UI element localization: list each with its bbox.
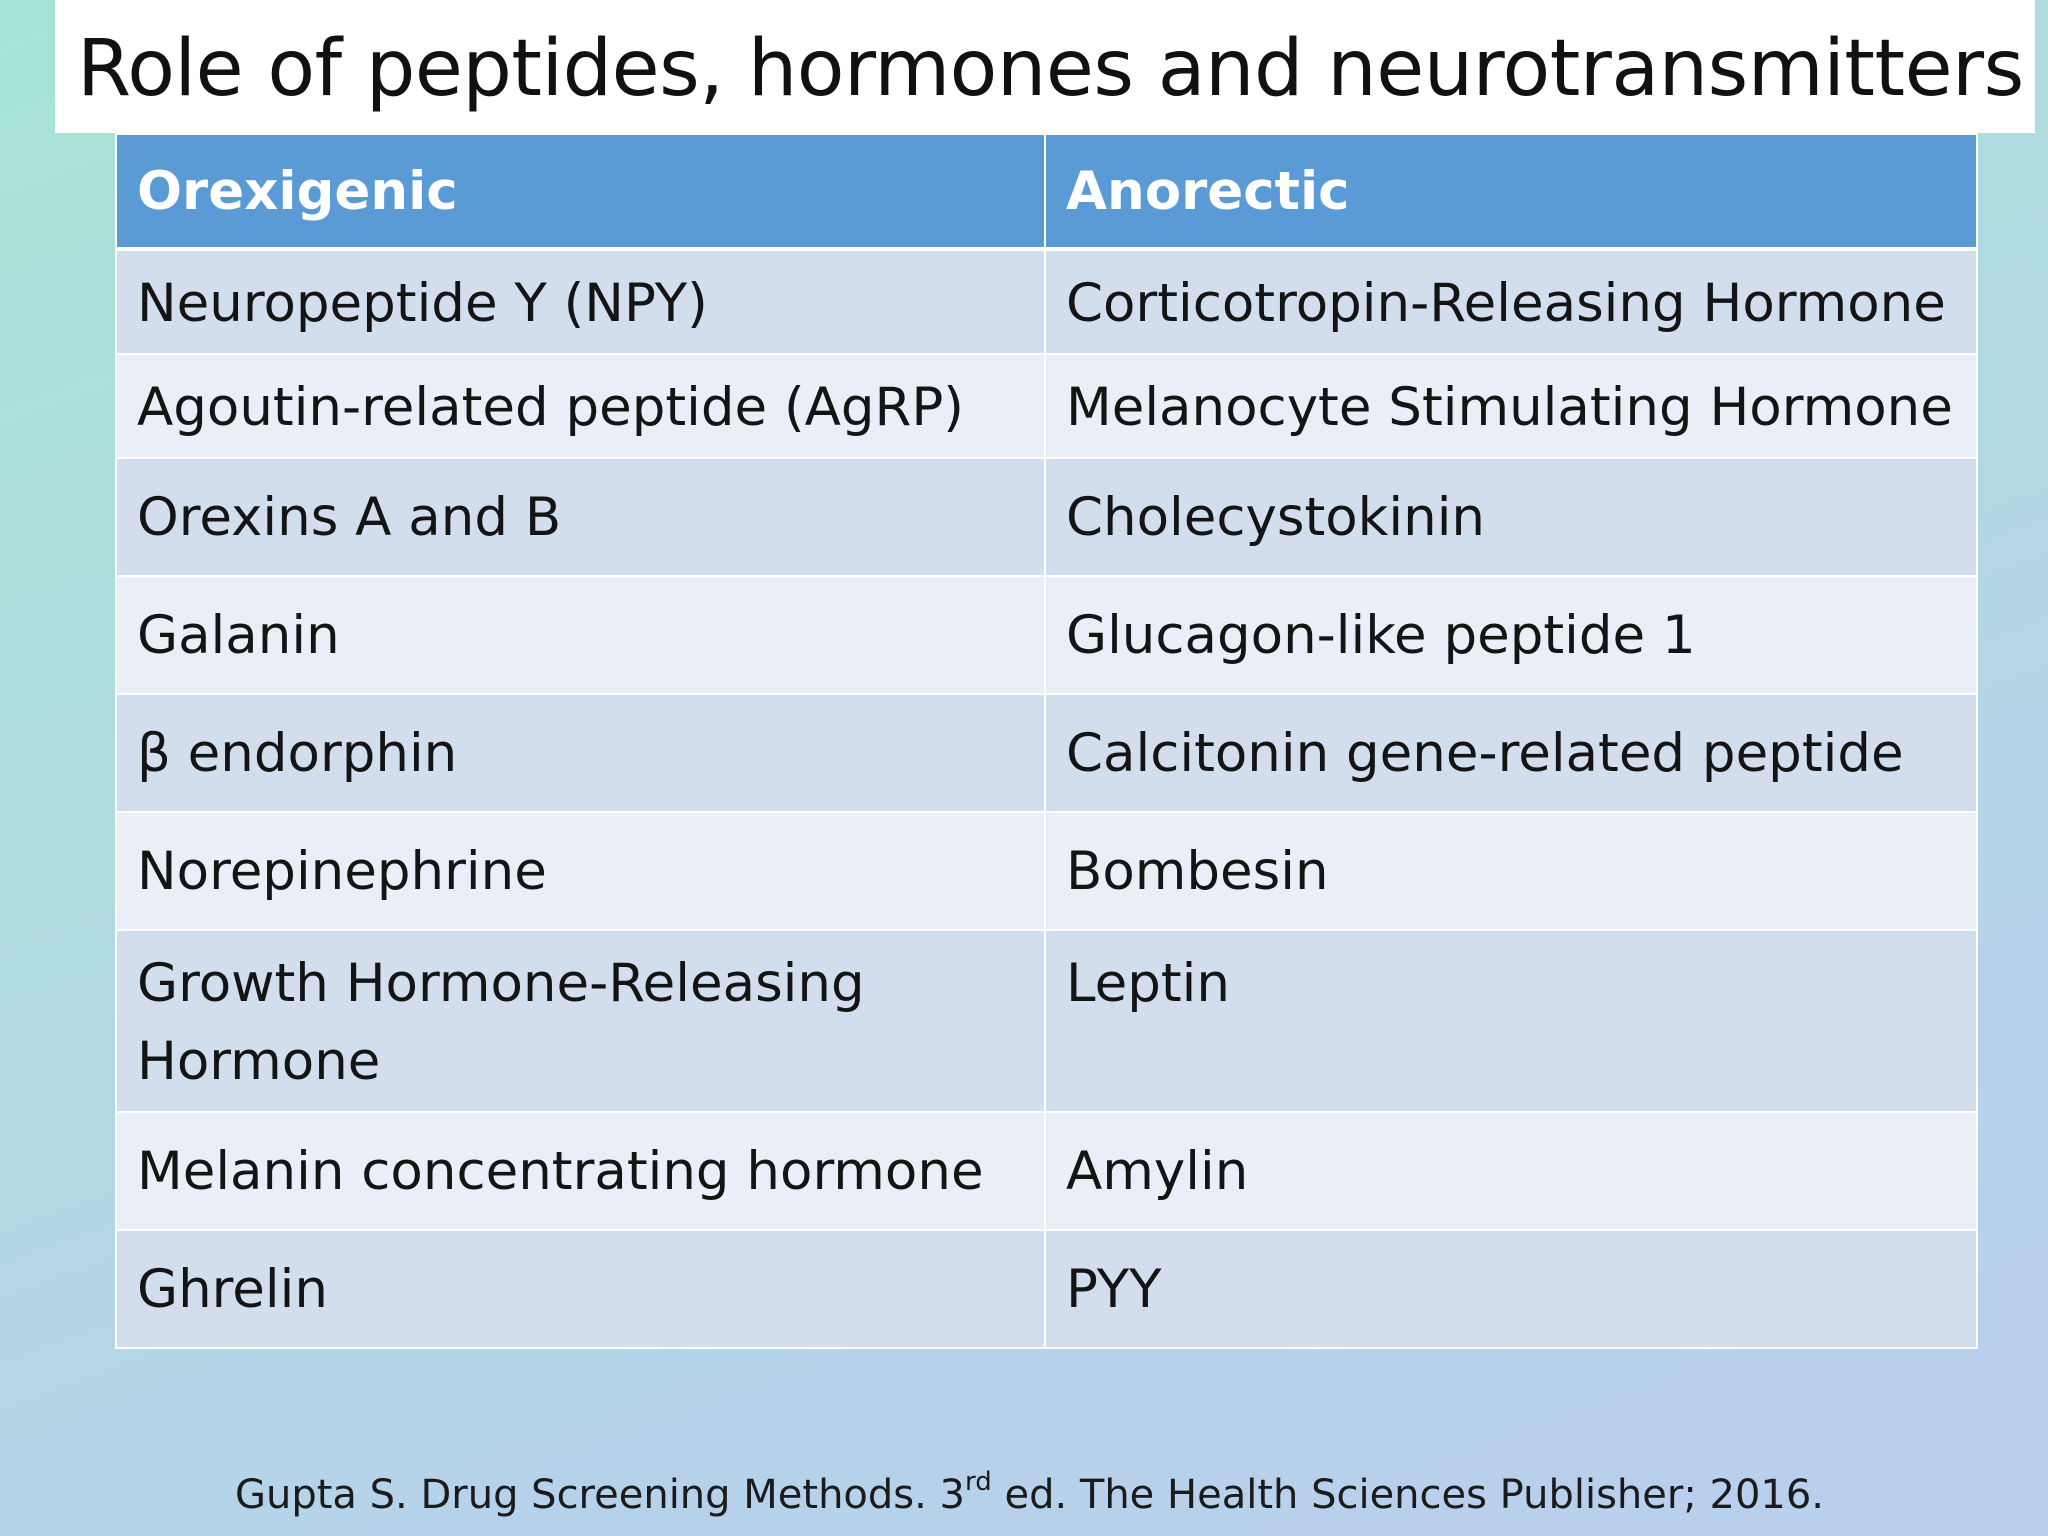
anorectic-cell: Bombesin <box>1045 812 1977 930</box>
table-row <box>116 1112 1977 1230</box>
table-row <box>116 812 1977 930</box>
header-anorectic: Anorectic <box>1045 134 1977 249</box>
citation-text: Gupta S. Drug Screening Methods. 3 <box>235 1472 965 1518</box>
table-row <box>116 354 1977 458</box>
orexigenic-cell: Norepinephrine <box>116 812 1045 930</box>
orexigenic-cell: Growth Hormone-Releasing Hormone <box>116 930 1045 1112</box>
slide-title: Role of peptides, hormones and neurotransmitters <box>77 24 2024 114</box>
table-row <box>116 458 1977 576</box>
orexigenic-cell: Galanin <box>116 576 1045 694</box>
peptide-table <box>115 133 1978 1349</box>
title-box <box>55 0 2035 133</box>
table-header-row <box>116 134 1977 249</box>
citation-text-end: ed. The Health Sciences Publisher; 2016. <box>991 1472 1825 1518</box>
orexigenic-cell: β endorphin <box>116 694 1045 812</box>
table-row <box>116 576 1977 694</box>
table-container <box>115 133 1976 1349</box>
anorectic-cell: Cholecystokinin <box>1045 458 1977 576</box>
anorectic-cell: Glucagon-like peptide 1 <box>1045 576 1977 694</box>
orexigenic-cell: Neuropeptide Y (NPY) <box>116 249 1045 354</box>
anorectic-cell: Melanocyte Stimulating Hormone <box>1045 354 1977 458</box>
table-row <box>116 249 1977 354</box>
anorectic-cell: PYY <box>1045 1230 1977 1348</box>
header-orexigenic: Orexigenic <box>116 134 1045 249</box>
table-row <box>116 1230 1977 1348</box>
citation-superscript: rd <box>965 1466 992 1497</box>
anorectic-cell: Calcitonin gene-related peptide <box>1045 694 1977 812</box>
orexigenic-cell: Orexins A and B <box>116 458 1045 576</box>
table-row <box>116 930 1977 1112</box>
anorectic-cell: Leptin <box>1045 930 1977 1112</box>
table-row <box>116 694 1977 812</box>
citation <box>235 1466 1825 1520</box>
orexigenic-cell: Melanin concentrating hormone <box>116 1112 1045 1230</box>
anorectic-cell: Corticotropin-Releasing Hormone <box>1045 249 1977 354</box>
orexigenic-cell: Ghrelin <box>116 1230 1045 1348</box>
anorectic-cell: Amylin <box>1045 1112 1977 1230</box>
orexigenic-cell: Agoutin-related peptide (AgRP) <box>116 354 1045 458</box>
